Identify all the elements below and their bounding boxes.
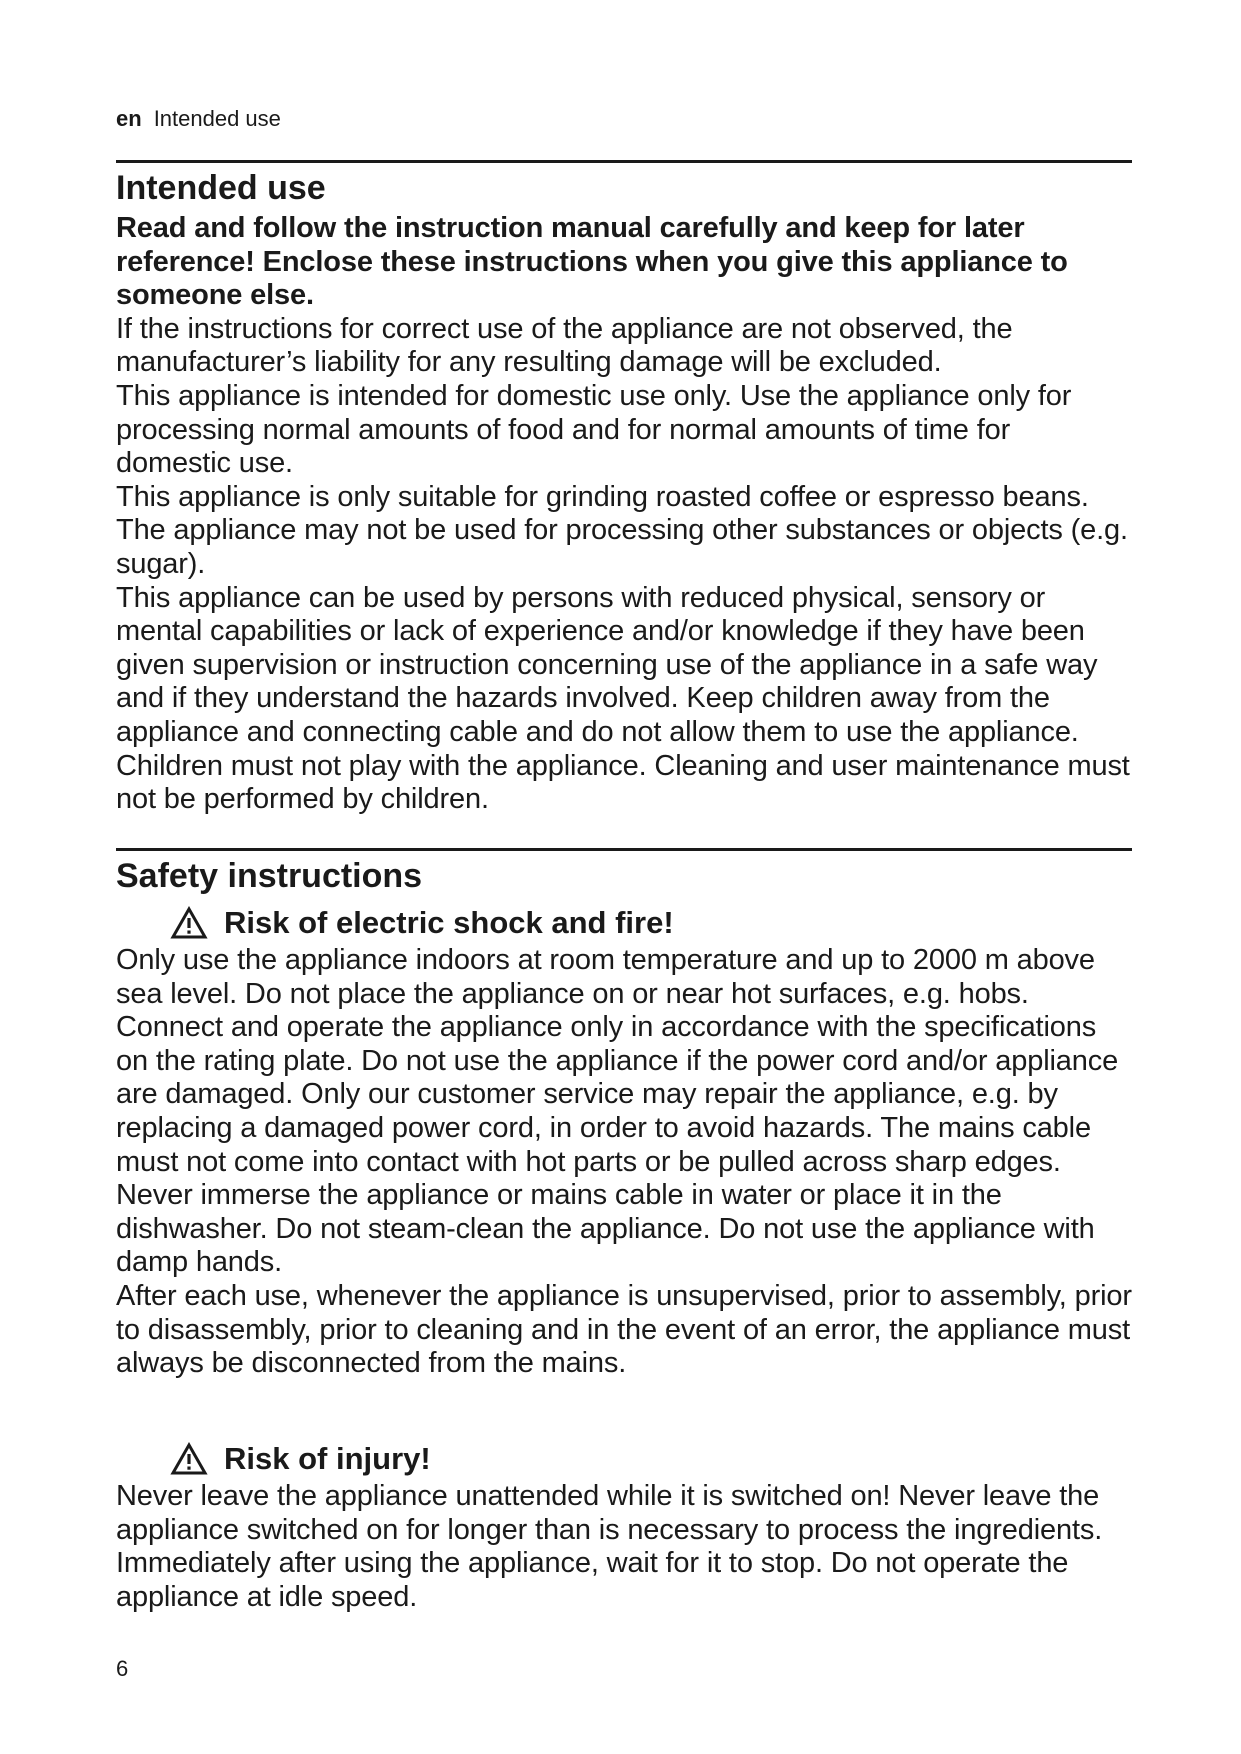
safety-instructions-title: Safety instructions	[116, 857, 423, 895]
disconnect-paragraph: After each use, whenever the appliance is unsupervised, prior to assembly, prior to disassembly, prior to cleaning and in the event of an error, the appliance must always be disconnected from the mains.	[116, 1279, 1132, 1380]
indoor-use-paragraph: Only use the appliance indoors at room temperature and up to 2000 m above sea level. Do not place the appliance on or near hot surfaces, e.g. hobs.	[116, 944, 1095, 1010]
language-code: en	[116, 106, 142, 131]
section-divider-safety	[116, 848, 1132, 851]
running-header	[116, 106, 281, 132]
warning-injury	[170, 1440, 431, 1478]
electric-shock-body	[116, 944, 1132, 1381]
intended-use-body	[116, 212, 1132, 817]
immersion-paragraph: Never immerse the appliance or mains cable in water or place it in the dishwasher. Do not steam-clean the appliance. Do not use the appliance with damp hands.	[116, 1179, 1095, 1279]
suitability-paragraph: This appliance is only suitable for grinding roasted coffee or espresso beans. The appliance may not be used for processing other substances or objects (e.g. sugar).	[116, 480, 1128, 580]
rating-plate-paragraph: Connect and operate the appliance only in accordance with the specifications on the rating plate. Do not use the appliance if the power cord and/or appliance are damaged. Only our customer service may repair the appliance, e.g. by replacing a damaged power cord, in order to avoid hazards. The mains cable must not come into contact with hot parts or be pulled across sharp edges.	[116, 1011, 1119, 1178]
intended-use-title: Intended use	[116, 169, 326, 207]
page-number: 6	[116, 1656, 129, 1681]
warning-heading-injury: Risk of injury!	[224, 1441, 431, 1476]
warning-heading-electric-shock: Risk of electric shock and fire!	[224, 905, 674, 940]
section-divider-top	[116, 160, 1132, 163]
warning-triangle-icon	[170, 906, 208, 940]
header-section-name: Intended use	[153, 106, 281, 131]
domestic-use-paragraph: This appliance is intended for domestic use only. Use the appliance only for processing normal amounts of food and for normal amounts of time for domestic use.	[116, 379, 1072, 480]
warning-electric-shock	[170, 904, 674, 942]
liability-paragraph: If the instructions for correct use of the appliance are not observed, the manufacturer’s liability for any resulting damage will be excluded.	[116, 312, 1013, 379]
injury-body	[116, 1480, 1132, 1614]
intro-bold-paragraph: Read and follow the instruction manual carefully and keep for later reference! Enclose these instructions when you give this appliance to someone else.	[116, 212, 1068, 312]
unattended-paragraph: Never leave the appliance unattended while it is switched on! Never leave the appliance switched on for longer than is necessary to process the ingredients. Immediately after using the appliance, wait for it to stop. Do not operate the appliance at idle speed.	[116, 1480, 1103, 1613]
warning-triangle-icon	[170, 1442, 208, 1476]
persons-paragraph: This appliance can be used by persons with reduced physical, sensory or mental capabilities or lack of experience and/or knowledge if they have been given supervision or instruction concerning use of the appliance in a safe way and if they understand the hazards involved. Keep children away from the appliance and connecting cable and do not allow them to use the appliance. Children must not play with the appliance. Cleaning and user maintenance must not be performed by children.	[116, 581, 1130, 816]
